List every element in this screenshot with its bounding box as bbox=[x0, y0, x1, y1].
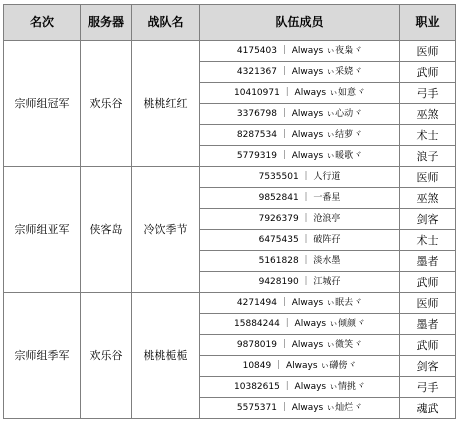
class-cell: 医师 bbox=[400, 41, 456, 62]
team-cell: 桃桃栀栀 bbox=[132, 293, 200, 419]
server-cell: 侠客岛 bbox=[81, 167, 132, 293]
member-cell: 15884244 ｜ Always ぃ倾颜ヾ bbox=[200, 314, 400, 335]
member-cell: 5575371 ｜ Always ぃ灿烂ヾ bbox=[200, 398, 400, 419]
class-cell: 医师 bbox=[400, 293, 456, 314]
member-cell: 8287534 ｜ Always ぃ结萝ヾ bbox=[200, 125, 400, 146]
class-cell: 医师 bbox=[400, 167, 456, 188]
rank-cell: 宗师组冠军 bbox=[4, 41, 81, 167]
class-cell: 剑客 bbox=[400, 356, 456, 377]
header-server: 服务器 bbox=[81, 5, 132, 41]
class-cell: 剑客 bbox=[400, 209, 456, 230]
class-cell: 武师 bbox=[400, 335, 456, 356]
member-cell: 5161828 ｜ 淡水墨 bbox=[200, 251, 400, 272]
class-cell: 巫煞 bbox=[400, 188, 456, 209]
class-cell: 弓手 bbox=[400, 83, 456, 104]
member-cell: 10410971 ｜ Always ぃ如意ヾ bbox=[200, 83, 400, 104]
member-cell: 4271494 ｜ Always ぃ眠去ヾ bbox=[200, 293, 400, 314]
team-cell: 桃桃红红 bbox=[132, 41, 200, 167]
team-cell: 冷饮季节 bbox=[132, 167, 200, 293]
rank-cell: 宗师组季军 bbox=[4, 293, 81, 419]
member-cell: 3376798 ｜ Always ぃ心动ヾ bbox=[200, 104, 400, 125]
member-cell: 5779319 ｜ Always ぃ暖歌ヾ bbox=[200, 146, 400, 167]
member-cell: 4175403 ｜ Always ぃ夜枭ヾ bbox=[200, 41, 400, 62]
member-cell: 10382615 ｜ Always ぃ情挑ヾ bbox=[200, 377, 400, 398]
class-cell: 武师 bbox=[400, 272, 456, 293]
class-cell: 巫煞 bbox=[400, 104, 456, 125]
class-cell: 魂武 bbox=[400, 398, 456, 419]
member-cell: 10849 ｜ Always ぃ礴傍ヾ bbox=[200, 356, 400, 377]
class-cell: 武师 bbox=[400, 62, 456, 83]
header-members: 队伍成员 bbox=[200, 5, 400, 41]
member-cell: 7926379 ｜ 沧浪亭 bbox=[200, 209, 400, 230]
results-table bbox=[3, 4, 456, 419]
class-cell: 墨者 bbox=[400, 314, 456, 335]
table-row bbox=[4, 41, 456, 62]
member-cell: 4321367 ｜ Always ぃ采娆ヾ bbox=[200, 62, 400, 83]
member-cell: 9852841 ｜ 一番星 bbox=[200, 188, 400, 209]
table-row bbox=[4, 167, 456, 188]
class-cell: 墨者 bbox=[400, 251, 456, 272]
table-body bbox=[4, 41, 456, 419]
table-row bbox=[4, 293, 456, 314]
member-cell: 7535501 ｜ 人行道 bbox=[200, 167, 400, 188]
rank-cell: 宗师组亚军 bbox=[4, 167, 81, 293]
member-cell: 9428190 ｜ 江城孖 bbox=[200, 272, 400, 293]
server-cell: 欢乐谷 bbox=[81, 41, 132, 167]
header-row bbox=[4, 5, 456, 41]
header-class: 职业 bbox=[400, 5, 456, 41]
header-team: 战队名 bbox=[132, 5, 200, 41]
class-cell: 浪子 bbox=[400, 146, 456, 167]
results-table-wrapper bbox=[3, 4, 456, 419]
class-cell: 术士 bbox=[400, 125, 456, 146]
member-cell: 9878019 ｜ Always ぃ微笑ヾ bbox=[200, 335, 400, 356]
member-cell: 6475435 ｜ 破阵孖 bbox=[200, 230, 400, 251]
class-cell: 弓手 bbox=[400, 377, 456, 398]
server-cell: 欢乐谷 bbox=[81, 293, 132, 419]
class-cell: 术士 bbox=[400, 230, 456, 251]
header-rank: 名次 bbox=[4, 5, 81, 41]
